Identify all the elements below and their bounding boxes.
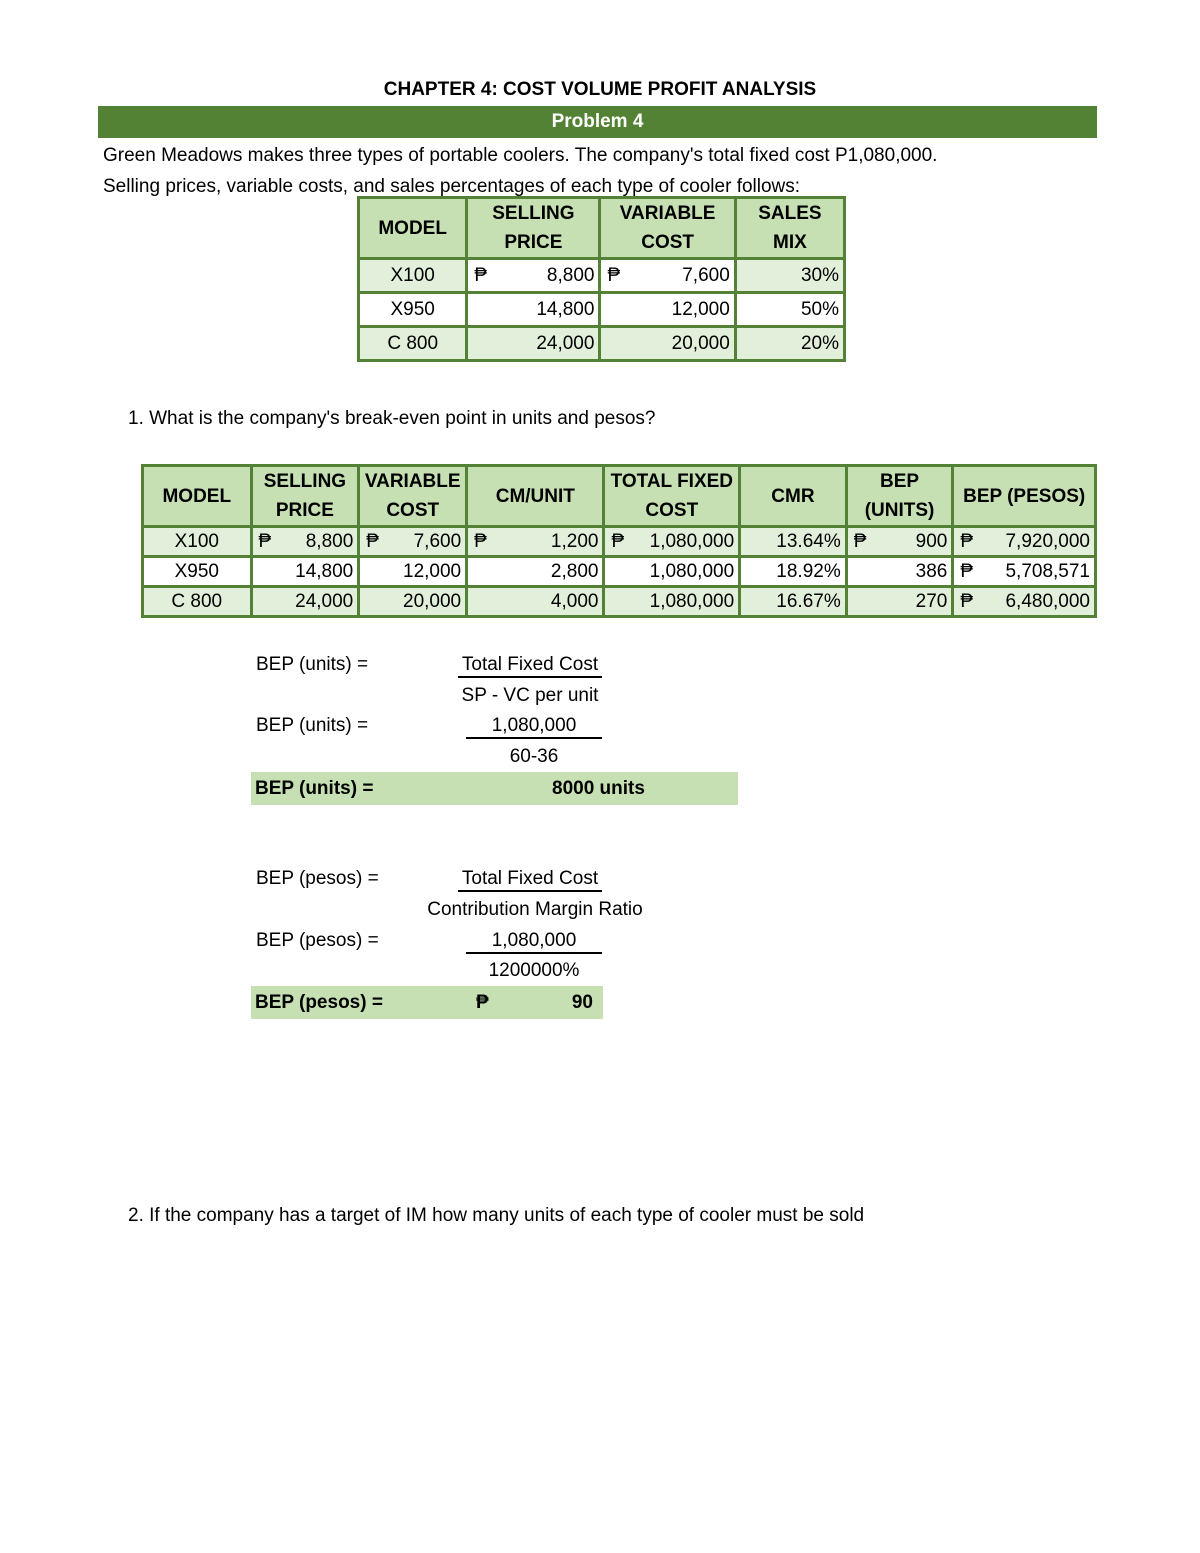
cell-bep-pesos [953, 557, 1096, 587]
table-header-row [359, 198, 845, 259]
table-row [143, 587, 1096, 617]
header-cm-unit: CM/UNIT [467, 466, 604, 527]
cell-model: X950 [143, 557, 252, 587]
header-variable-cost [600, 198, 735, 259]
bep-computation-table [141, 464, 1097, 618]
cell-value: 7,600 [413, 530, 462, 552]
intro-line-2: Selling prices, variable costs, and sales percentages of each type of cooler follows: [103, 176, 801, 197]
cell-bep-units: 270 [846, 587, 953, 617]
header-text: COST [645, 500, 699, 521]
header-sales-mix [735, 198, 844, 259]
problem-banner: Problem 4 [98, 106, 1097, 138]
currency-sign: ₱ [853, 530, 867, 552]
cell-sales-mix: 50% [735, 293, 844, 327]
cell-cmr: 16.67% [740, 587, 847, 617]
intro-text [103, 140, 937, 202]
bep-pesos-numerator: Total Fixed Cost [458, 868, 602, 892]
bep-pesos-den-value: 1200000% [488, 960, 580, 981]
header-text: SALES [758, 203, 822, 224]
bep-pesos-result-bar [251, 986, 603, 1019]
bep-pesos-denominator: Contribution Margin Ratio [427, 899, 643, 920]
cell-value: 1,080,000 [649, 530, 735, 552]
cell-model: C 800 [143, 587, 252, 617]
bep-units-den-value: 60-36 [509, 746, 559, 767]
cell-value: 7,600 [682, 264, 730, 286]
bep-units-result-value: 8000 units [552, 778, 645, 799]
header-selling-price [251, 466, 359, 527]
cell-model: C 800 [359, 327, 467, 361]
cell-sales-mix: 30% [735, 259, 844, 293]
cell-selling-price: 14,800 [467, 293, 600, 327]
bep-units-label-2: BEP (units) = [256, 715, 369, 736]
cell-value: 6,480,000 [1005, 590, 1090, 612]
currency-sign: ₱ [607, 264, 621, 286]
header-selling-price [467, 198, 600, 259]
currency-sign: ₱ [960, 560, 974, 582]
bep-pesos-num-value: 1,080,000 [466, 930, 602, 954]
header-text: PRICE [504, 232, 563, 253]
question-1: 1. What is the company's break-even point in units and pesos? [128, 408, 656, 429]
cell-value: 7,920,000 [1005, 530, 1090, 552]
cell-vc [359, 527, 467, 557]
header-total-fixed-cost [604, 466, 740, 527]
bep-units-result-label: BEP (units) = [255, 778, 374, 799]
currency-sign: ₱ [960, 530, 974, 552]
cell-vc: 12,000 [359, 557, 467, 587]
cell-tfc: 1,080,000 [604, 557, 740, 587]
header-text: TOTAL FIXED [610, 471, 734, 492]
bep-units-num-value: 1,080,000 [466, 715, 602, 739]
cell-tfc: 1,080,000 [604, 587, 740, 617]
cell-cm [467, 527, 604, 557]
cell-sp: 24,000 [251, 587, 359, 617]
cell-model: X950 [359, 293, 467, 327]
header-bep-units [846, 466, 953, 527]
header-text: COST [641, 232, 694, 253]
bep-units-label: BEP (units) = [256, 654, 369, 675]
header-text: VARIABLE [364, 471, 461, 492]
header-text: VARIABLE [619, 203, 716, 224]
header-model: MODEL [143, 466, 252, 527]
cell-cm: 2,800 [467, 557, 604, 587]
cell-tfc [604, 527, 740, 557]
bep-units-denominator: SP - VC per unit [461, 685, 599, 706]
cell-cm: 4,000 [467, 587, 604, 617]
intro-line-1: Green Meadows makes three types of portable coolers. The company's total fixed cost P1,080,000. [103, 145, 938, 166]
currency-sign: ₱ [474, 530, 487, 552]
cell-bep-pesos [953, 587, 1096, 617]
header-cmr: CMR [740, 466, 847, 527]
cell-selling-price [467, 259, 600, 293]
table-row [359, 293, 845, 327]
cell-value: 5,708,571 [1005, 560, 1090, 582]
cell-cmr: 13.64% [740, 527, 847, 557]
cell-model: X100 [143, 527, 252, 557]
currency-sign: ₱ [258, 530, 272, 552]
cell-vc: 20,000 [359, 587, 467, 617]
table-row [359, 327, 845, 361]
currency-sign: ₱ [960, 590, 974, 612]
header-model: MODEL [359, 198, 467, 259]
bep-units-result-bar [251, 772, 738, 805]
header-text: SELLING [263, 471, 347, 492]
cell-sp: 14,800 [251, 557, 359, 587]
cell-variable-cost: 12,000 [600, 293, 735, 327]
bep-pesos-result-value: 90 [571, 992, 593, 1013]
currency-sign: ₱ [474, 264, 488, 286]
cell-variable-cost [600, 259, 735, 293]
header-variable-cost [359, 466, 467, 527]
cell-value: 8,800 [546, 264, 595, 286]
header-text: MIX [773, 232, 807, 253]
cell-bep-units: 386 [846, 557, 953, 587]
chapter-title: CHAPTER 4: COST VOLUME PROFIT ANALYSIS [383, 79, 817, 100]
table-header-row [143, 466, 1096, 527]
cell-sp [251, 527, 359, 557]
bep-pesos-label: BEP (pesos) = [256, 868, 379, 889]
cell-bep-pesos [953, 527, 1096, 557]
header-text: SELLING [492, 203, 575, 224]
header-bep-pesos: BEP (PESOS) [953, 466, 1096, 527]
currency-sign: ₱ [611, 530, 625, 552]
bep-units-numerator: Total Fixed Cost [458, 654, 602, 678]
cooler-data-table [357, 196, 846, 362]
header-text: PRICE [275, 500, 334, 521]
header-text: BEP [879, 471, 920, 492]
cell-bep-units [846, 527, 953, 557]
cell-cmr: 18.92% [740, 557, 847, 587]
cell-selling-price: 24,000 [467, 327, 600, 361]
bep-pesos-label-2: BEP (pesos) = [256, 930, 379, 951]
cell-value: 1,200 [550, 530, 599, 552]
bep-pesos-result-label: BEP (pesos) = [255, 992, 383, 1013]
cell-model: X100 [359, 259, 467, 293]
cell-value: 8,800 [305, 530, 354, 552]
table-row [143, 557, 1096, 587]
question-2: 2. If the company has a target of IM how many units of each type of cooler must be sold [128, 1205, 865, 1226]
cell-sales-mix: 20% [735, 327, 844, 361]
header-text: COST [386, 500, 440, 521]
table-row [143, 527, 1096, 557]
currency-sign: ₱ [366, 530, 379, 552]
table-row [359, 259, 845, 293]
currency-sign: ₱ [476, 992, 489, 1013]
header-text: (UNITS) [864, 500, 935, 521]
cell-variable-cost: 20,000 [600, 327, 735, 361]
cell-value: 900 [915, 530, 948, 552]
